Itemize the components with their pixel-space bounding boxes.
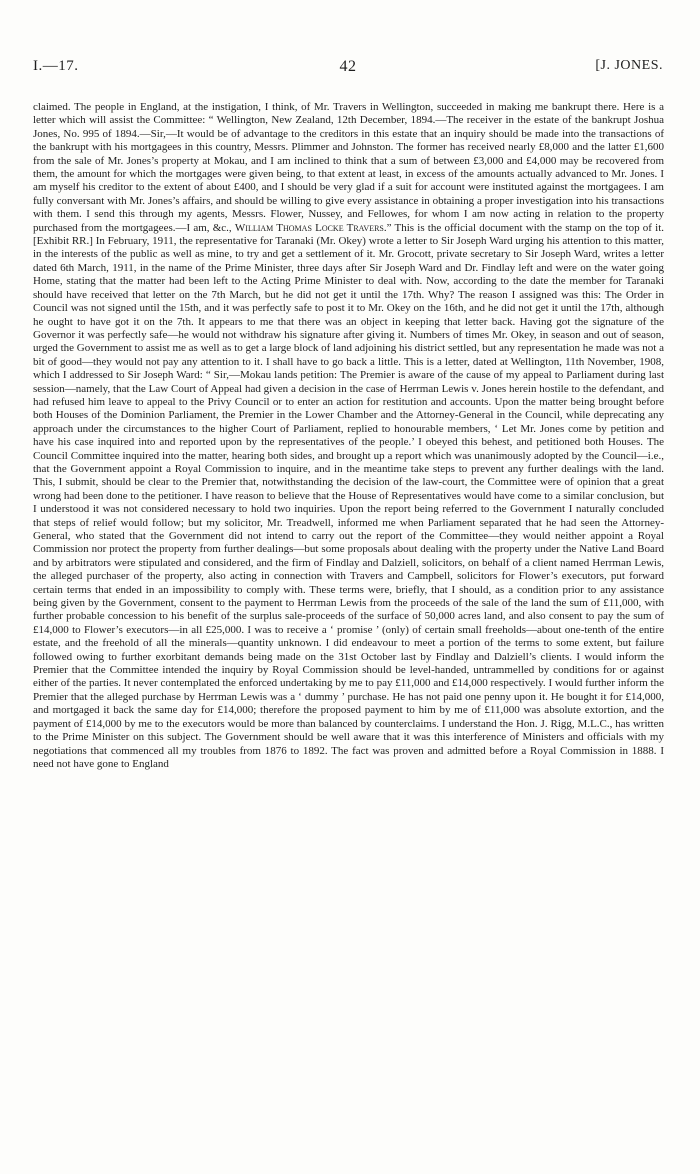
paper-reference: I.—17. xyxy=(33,58,79,74)
page-number: 42 xyxy=(339,58,357,75)
body-paragraph xyxy=(33,101,664,771)
body-text-part-1: claimed. The people in England, at the instigation, I think, of Mr. Travers in Wellington, succeeded in making me bankrupt there. Here is a letter which will assist the Committee: “ Wellington, New Zealand, 12th December, 1894.—The receiver in the estate of the bankrupt Joshua Jones, No. 995 of 1894.—Sir,—It would be of advantage to the creditors in this estate that an inquiry should be made into the transactions of the bankrupt with his mortgagees in this country, Messrs. Plimmer and Johnston. The former has received nearly £8,000 and the latter £1,600 from the sale of Mr. Jones’s property at Mokau, and I am inclined to think that a sum of between £3,000 and £4,000 may be recovered from them, the amount for which the mortgages were given being, to that extent at least, in excess of the amounts actually advanced to Mr. Jones. I am myself his creditor to the extent of about £400, and I should be very glad if a suit for account were instituted against the mortgagees. I am fully conversant with Mr. Jones’s affairs, and should be willing to give every assistance in obtaining a proper investigation into his transactions with them. I send this through my agents, Messrs. Flower, Nussey, and Fellowes, for whom I am now acting in relation to the property purchased from the mortgagees.—I am, &c., xyxy=(33,101,664,234)
page-header xyxy=(33,58,663,82)
witness-name: [J. JONES. xyxy=(595,58,663,73)
body-text-part-2: .” This is the official document with the stamp on the top of it. [Exhibit RR.] In February, 1911, the representative for Taranaki (Mr. Okey) wrote a letter to Sir Joseph Ward urging his attention to this matter, in the interests of the public as well as mine, to try and get a settlement of it. Mr. Grocott, private secretary to Sir Joseph Ward, writes a letter dated 6th March, 1911, in the name of the Prime Minister, three days after Sir Joseph Ward and Dr. Findlay left and were on the water going Home, stating that the matter had been left to the Acting Prime Minister to deal with. Now, according to the date the member for Taranaki should have received that letter on the 7th March, but he did not get it until the 17th. Why? The reason I assigned was this: The Order in Council was not signed until the 15th, and it was perfectly safe to post it to Mr. Okey on the 16th, and he did not get it until the 17th, although he ought to have got it on the 7th. It appears to me that there was an object in keeping that letter back. Having got the signature of the Governor it was perfectly safe—he would not withdraw his signature after giving it. Numbers of times Mr. Okey, in season and out of season, urged the Government to assist me as well as to get a large block of land adjoining his district settled, but any representation he made was not a bit of good—they would not pay any attention to it. I shall have to go back a little. This is a letter, dated at Wellington, 11th November, 1908, which I addressed to Sir Joseph Ward: “ Sir,—Mokau lands petition: The Premier is aware of the cause of my appeal to Parliament during last session—namely, that the Law Court of Appeal had given a decision in the case of Herrman Lewis v. Jones herein hostile to the defendant, and had refused him leave to appeal to the Privy Council or to enter an action for restitution and accounts. Upon the matter being brought before both Houses of the Dominion Parliament, the Premier in the Lower Chamber and the Attorney-General in the Council, while deprecating any approach under the circumstances to the higher Court of Parliament, replied to honourable members, ‘ Let Mr. Jones come by petition and have his case inquired into and reported upon by the representatives of the people.’ I obeyed this behest, and petitioned both Houses. The Council Committee inquired into the matter, hearing both sides, and brought up a report which was unanimously adopted by the Council—i.e., that the Government appoint a Royal Commission to inquire, and in the meantime take steps to prevent any further dealings with the land. This, I submit, should be clear to the Premier that, notwithstanding the decision of the law-court, the Committee were of opinion that a great wrong had been done to the petitioner. I have reason to believe that the House of Representatives would have come to a similar conclusion, but I understood it was not considered necessary to hold two inquiries. Upon the report being referred to the Government I naturally concluded that steps of relief would follow; but my solicitor, Mr. Treadwell, informed me when Parliament separated that he had seen the Attorney-General, who stated that the Government did not intend to carry out the report of the Committee—they would neither appoint a Royal Commission nor protect the property from further dealings—but some proposals about dealing with the property under the Native Land Board and by arbitrators were stipulated and considered, and the firm of Findlay and Dalziell, solicitors, on behalf of a client named Herrman Lewis, the alleged purchaser of the property, also acting in connection with Travers and Campbell, solicitors for Flower’s executors, put forward certain terms that ended in an impossibility to comply with. These terms were, briefly, that I should, as a condition prior to any assistance being given by the Government, consent to the payment to Herrman Lewis from the proceeds of the sale of the land the sum of £11,000, with further probable concession to his benefit of the surplus sale-proceeds of the surface of 50,000 acres land, and also consent to pay the sum of £14,000 to Flower’s executors—in all £25,000. I was to receive a ‘ promise ’ (only) of certain small freeholds—about one-tenth of the entire estate, and the freehold of all the minerals—quantity unknown. I did endeavour to meet a portion of the terms to some extent, but failure followed owing to further exorbitant demands being made on the 31st October last by Findlay and Dalziell’s clients. I would inform the Premier that the Committee intended the inquiry by Royal Commission should be level-handed, untrammelled by conditions for or against either of the parties. It never contemplated the enforced undertaking by me to pay £11,000 and £14,000 respectively. I would further inform the Premier that the alleged purchase by Herrman Lewis was a ‘ dummy ’ purchase. He has not paid one penny upon it. He bought it for £14,000, and mortgaged it back the same day for £14,000; therefore the proposed payment to him by me of £11,000 was absolute extortion, and the payment of £14,000 by me to the executors would be more than balanced by counterclaims. I understand the Hon. J. Rigg, M.L.C., has written to the Prime Minister on this subject. The Government should be well aware that it was this interference of Ministers and officials with my negotiations that commenced all my troubles from 1876 to 1892. The fact was proven and admitted before a Royal Commission in 1888. I need not have gone to England xyxy=(33,221,665,770)
signature-name: William Thomas Locke Travers xyxy=(234,221,384,234)
